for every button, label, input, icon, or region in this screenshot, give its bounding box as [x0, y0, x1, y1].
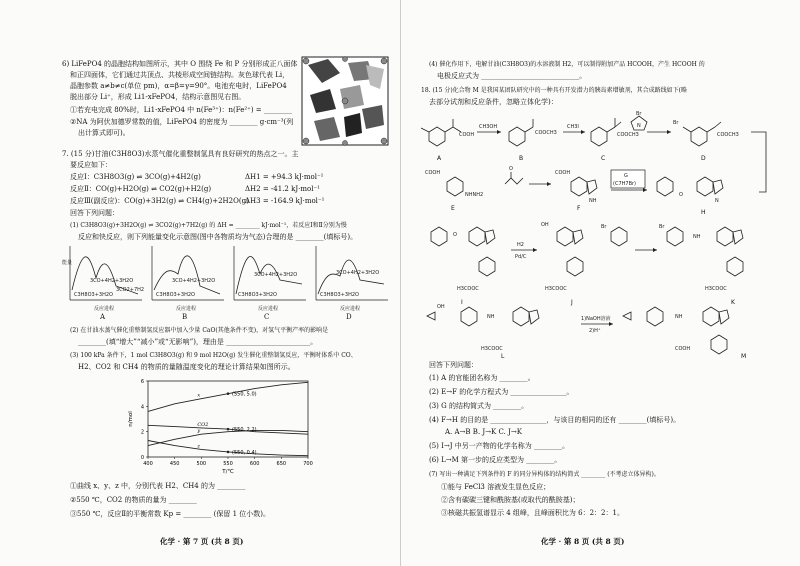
q6-line3: 晶胞参数 a≠b≠c(单位 pm)，α=β=γ=90°。电池充电时，LiFePO4: [70, 82, 287, 90]
energy-diagrams: [60, 244, 390, 316]
q18-p6: (6) L→M 第一步的反应类型为 ________。: [429, 456, 562, 464]
energy-mid-a: 3CO+4H2+3H2O: [90, 278, 134, 284]
q18-p1: (1) A 的官能团名称为 ________。: [429, 374, 535, 382]
bracket-right: [751, 132, 766, 192]
q7-p2a: (2) 在甘油水蒸气催化重整制氢反应器中加入少量 CaO(其他条件不变)，对氢气平衡产率的影响是: [70, 327, 329, 334]
q7-dh1: ΔH1 = +94.3 kJ·mol⁻¹: [245, 173, 324, 181]
energy-label-d: D: [346, 313, 352, 321]
x-tick-label: 450: [169, 461, 180, 467]
x-tick-label: 650: [276, 461, 287, 467]
energy-start-b: C3H8O3+3H2O: [156, 292, 195, 298]
page8-footer: 化学 · 第 8 页 (共 8 页): [541, 537, 625, 546]
q18-p4b: A. A→B B. J→K C. J→K: [445, 428, 522, 436]
ketone-reagent: [505, 178, 523, 184]
reagent-lm2: 2)H⁺: [589, 328, 601, 334]
label-l: L: [501, 353, 505, 360]
q18-p2: (2) E→F 的化学方程式为 ________________。: [429, 388, 574, 396]
energy-xlabel-b: 反应进程: [176, 306, 197, 312]
molecule-c-cooch3: COOCH3: [617, 132, 639, 138]
q17-4b: 电极反应式为 ____________________________。: [437, 72, 587, 80]
annotation-point: [227, 392, 230, 395]
y-tick-label: 4: [140, 404, 144, 411]
molecule-h-n: N: [715, 198, 719, 204]
annotation-label: (550, 2.2): [232, 427, 257, 434]
series-line-z: [148, 441, 308, 456]
q18-ask: 回答下列问题：: [429, 361, 478, 369]
q18-c2: ②含有碳碳三键和酰胺基(或取代的酰胺基)；: [441, 496, 580, 504]
label-d: D: [701, 155, 706, 162]
energy-start-a: C3H8O3+3H2O: [74, 292, 113, 298]
series-line-x: [148, 382, 308, 411]
label-j: J: [571, 299, 573, 306]
molecule-h: [657, 177, 723, 196]
q7-title2: 要反应如下：: [70, 161, 112, 169]
energy-mid-c: 3CO+4H2+3H2O: [254, 272, 298, 278]
energy-mid-b: 3CO+4H2+3H2O: [172, 278, 216, 284]
molecule-k: [667, 227, 743, 276]
amine-reagent: [611, 227, 627, 246]
label-a: A: [437, 155, 442, 162]
q7-dh2: ΔH2 = -41.2 kJ·mol⁻¹: [245, 185, 320, 193]
q7-p3b: H2、CO2 和 CH4 的物质的量随温度变化的理论计算结果如图所示。: [78, 363, 295, 371]
x-tick-label: 400: [143, 461, 153, 467]
annotation-point: [227, 428, 230, 431]
q6-line2: 和正四面体，它们通过共顶点、共棱形成空间链结构。灰色球代表 Li，: [70, 71, 290, 79]
energy-start-c: C3H8O3+3H2O: [238, 292, 277, 298]
energy-label-b: B: [182, 313, 188, 321]
label-c: C: [601, 155, 606, 162]
series-label-z: z: [197, 443, 200, 450]
q18-p7: (7) 写出一种满足下列条件的 F 的同分异构体的结构简式 ________ (不考虑立体异构)。: [429, 471, 660, 478]
annotation-label: (550, 5.0): [232, 391, 257, 398]
label-b: B: [519, 155, 524, 162]
q7-p1b: 反应和快反应，则下列能量变化示意图(图中各物质均为气态)合理的是 ________(填标号)。: [78, 233, 358, 241]
annotation-point: [227, 451, 230, 454]
molecule-i-h3cooc: H3COOC: [457, 286, 479, 292]
molecule-m-nh: NH: [675, 314, 683, 320]
series-label-x: x: [197, 392, 201, 399]
q7-p3a: (3) 100 kPa 条件下，1 mol C3H8O3(g) 和 9 mol H2O(g) 发生催化重整制氢反应，平衡时体系中 CO、: [70, 352, 357, 359]
molecule-j-h3cooc: H3COOC: [545, 286, 567, 292]
molecule-f: [571, 177, 597, 196]
q7-reaction3: 反应Ⅲ(副反应)：CO(g)+3H2(g) ⇌ CH4(g)+2H2O(g): [70, 197, 249, 205]
nbs-br: Br: [636, 111, 642, 117]
molecule-k-h3cooc: H3COOC: [705, 286, 727, 292]
molecule-f-nh: NH: [589, 198, 597, 204]
q18-title2: 去部分试剂和反应条件，忽略立体化学)：: [429, 98, 558, 106]
x-tick-label: 700: [303, 461, 313, 467]
y-tick-label: 6: [140, 379, 144, 385]
energy-xlabel-c: 反应进程: [258, 306, 279, 312]
q7-p1a: (1) C3H8O3(g)+3H2O(g) ⇌ 3CO2(g)+7H2(g) 的 ΔH = ________ kJ·mol⁻¹，若反应Ⅰ和Ⅱ分别为慢: [70, 222, 347, 229]
q7-title: 7. (15 分)甘油(C3H8O3)水蒸气催化重整制氢具有良好研究的热点之一。主: [62, 150, 299, 158]
molecule-l-nh: NH: [487, 314, 495, 320]
q6-line1: 6) LiFePO4 的晶胞结构如图所示，其中 O 围绕 Fe 和 P 分别形成正八面体: [62, 60, 298, 68]
crystal-structure-figure: [300, 55, 390, 147]
molecule-e-cooh: COOH: [425, 170, 441, 176]
ketone-o: O: [509, 166, 513, 172]
label-m: M: [741, 353, 747, 360]
q7-reaction1: 反应Ⅰ：C3H8O3(g) ⇌ 3CO(g)+4H2(g): [70, 173, 201, 181]
q7-ask: 回答下列问题：: [70, 209, 119, 217]
page7-footer: 化学 · 第 7 页 (共 8 页): [160, 537, 244, 546]
energy-start-d: C3H8O3+3H2O: [320, 292, 359, 298]
y-tick-label: 0: [140, 455, 144, 461]
q18-p5: (5) I→J 中另一产物的化学名称为 ________。: [429, 442, 570, 450]
reagent-ij2: Pd/C: [515, 254, 527, 260]
box-g-label: G: [624, 173, 628, 179]
molecule-f-cooh: COOH: [555, 170, 571, 176]
molecule-m-hooc: COOH: [675, 346, 691, 352]
series-label-co2: CO2: [197, 421, 209, 428]
y-tick-label: 2: [140, 429, 144, 436]
y-axis-label: n/mol: [128, 411, 134, 427]
molecule-d-br: Br: [673, 120, 679, 126]
molecule-l-oh: OH: [437, 304, 445, 310]
molecule-k-br: Br: [659, 224, 665, 230]
q7-p2b: ________(填“增大”“减小”或“无影响”)，理由是 ________________________。: [78, 338, 318, 346]
energy-label-a: A: [100, 313, 106, 321]
x-axis-label: T/℃: [222, 469, 234, 475]
molecule-i: [431, 227, 495, 276]
q18-p4a: (4) F→H 的目的是 ________________，与该目的相同的还有 ________(填标号)。: [429, 416, 681, 424]
label-i: I: [461, 299, 463, 306]
molecule-b-cooch3: COOCH3: [535, 130, 557, 136]
annotation-label: (550, 0.4): [232, 449, 257, 456]
x-tick-label: 550: [223, 461, 233, 467]
reagent-ij: H2: [517, 242, 524, 248]
molecule-e: [447, 177, 463, 196]
q6-sub1: ①若充电完成 80%时，Li1-xFePO4 中 n(Fe³⁺)：n(Fe²⁺) = ________: [70, 106, 292, 114]
label-e: E: [451, 205, 455, 212]
synthesis-route: [421, 110, 791, 360]
molecule-h-o: O: [679, 192, 683, 198]
q7-dh3: ΔH3 = -164.9 kJ·mol⁻¹: [245, 197, 325, 205]
x-tick-label: 500: [196, 461, 207, 467]
label-k: K: [731, 299, 735, 306]
box-g-formula: (C7H7Br): [613, 181, 637, 187]
energy-xlabel-d: 反应进程: [340, 306, 361, 312]
q7-s3: ③550 ℃，反应Ⅱ的平衡常数 Kp = ________ (保留 1 位小数)。: [70, 510, 271, 518]
molecule-d: [683, 122, 721, 146]
molecule-d-cooch3: COOCH3: [717, 132, 739, 138]
molecule-a-cooh: COOH: [459, 132, 475, 138]
energy-label-c: C: [264, 313, 270, 321]
q6-sub2: ②NA 为阿伏加德罗常数的值，LiFePO4 的密度为 ________ g·cm⁻³(列: [70, 118, 294, 126]
q18-title: 18. (15 分)化合物 M 是我国某团队研究中的一种具有开发潜力的胰岛素增敏剂，其合成路线如下(略: [421, 87, 687, 94]
q7-s1: ①曲线 x、y、z 中，分别代表 H2、CH4 的为 ________: [70, 482, 246, 490]
right-page: [400, 0, 800, 566]
energy-xlabel-a: 反应进程: [94, 306, 115, 312]
energy-ylabel: 能量: [62, 260, 73, 266]
label-h: H: [701, 209, 706, 216]
energy-mid-d: 3CO+4H2+3H2O: [336, 270, 380, 276]
temperature-chart: [120, 375, 320, 475]
x-tick-label: 600: [249, 461, 260, 467]
amine-br: Br: [601, 224, 607, 230]
q18-p3: (3) G 的结构简式为 ________。: [429, 402, 529, 410]
q6-line4: 脱出部分 Li⁺，形成 Li1-xFePO4，结构示意图见右图。: [70, 93, 246, 101]
molecule-j-oh: OH: [541, 222, 549, 228]
q17-4a: (4) 催化作用下，电解甘油(C3H8O3)的水溶液制 H2，可以制得附加产品 HCOOH，产生 HCOOH 的: [429, 61, 705, 68]
molecule-j: [557, 227, 583, 276]
q6-sub3: 出计算式即可)。: [78, 129, 130, 137]
molecule-l-h3cooc: H3COOC: [481, 346, 503, 352]
nbs-n: N: [637, 123, 641, 129]
molecule-a: [421, 119, 461, 146]
reagent-lm1: 1)NaOH溶液: [581, 316, 611, 322]
molecule-i-o: O: [453, 232, 457, 238]
energy-end-a: 3CO2+7H2: [116, 287, 145, 293]
molecule-b: [509, 119, 533, 146]
q18-c3: ③核磁共振氢谱显示 4 组峰，且峰面积比为 6：2：2：1。: [441, 509, 624, 517]
molecule-k-nh: NH: [693, 234, 701, 240]
reagent-ab: CH3OH: [479, 124, 498, 130]
series-label-y: y: [197, 428, 201, 435]
q7-reaction2: 反应Ⅱ：CO(g)+H2O(g) ⇌ CO2(g)+H2(g): [70, 185, 212, 193]
label-f: F: [577, 205, 581, 212]
q7-s2: ②550 ℃，CO2 的物质的量为 ________: [70, 496, 197, 504]
reagent-bc: CH3I: [567, 124, 579, 130]
molecule-e-nhnh2: NHNH2: [465, 192, 484, 198]
q18-c1: ①能与 FeCl3 溶液发生显色反应；: [441, 483, 551, 491]
